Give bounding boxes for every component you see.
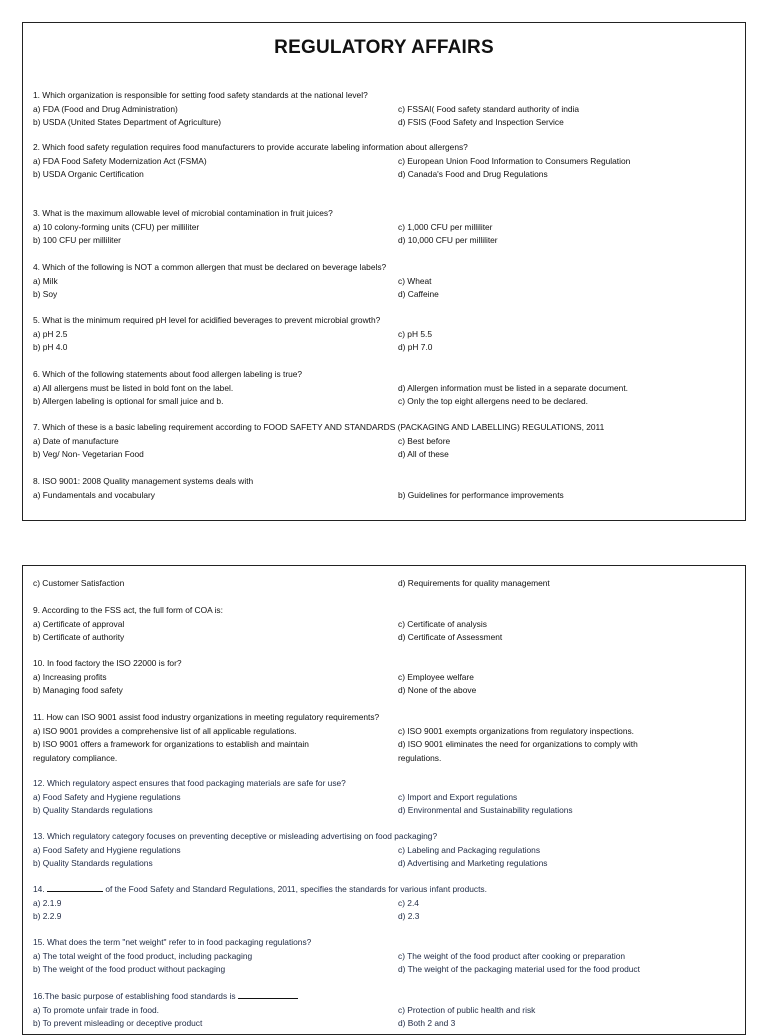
question-text: 12. Which regulatory aspect ensures that food packaging materials are safe for use?: [33, 778, 346, 788]
option-c: c) Customer Satisfaction: [33, 578, 125, 588]
option-d: d) 10,000 CFU per milliliter: [398, 235, 498, 245]
option-b: b) Certificate of authority: [33, 632, 125, 642]
option-d: d) Certificate of Assessment: [398, 632, 503, 642]
option-b: b) USDA (United States Department of Agriculture): [33, 117, 222, 127]
question-1: [33, 89, 737, 130]
question-body: of the Food Safety and Standard Regulations, 2011, specifies the standards for various infant products.: [105, 884, 487, 894]
question-text: [33, 990, 737, 1004]
question-7: [33, 421, 737, 462]
question-9: [33, 604, 737, 645]
option-b: b) Allergen labeling is optional for small juice and b.: [33, 396, 224, 406]
option-b: b) USDA Organic Certification: [33, 169, 144, 179]
option-b: b) To prevent misleading or deceptive product: [33, 1018, 203, 1028]
question-2: [33, 141, 737, 182]
option-a: a) Milk: [33, 275, 58, 286]
option-c: c) Best before: [398, 435, 451, 446]
answer-blank: [47, 890, 103, 892]
option-b: b) Guidelines for performance improvements: [398, 489, 564, 500]
answer-blank: [238, 997, 298, 999]
option-b: b) ISO 9001 offers a framework for organizations to establish and maintain: [33, 739, 309, 749]
option-c: c) Labeling and Packaging regulations: [398, 844, 541, 855]
option-b: b) 100 CFU per milliliter: [33, 235, 121, 245]
option-c: c) Import and Export regulations: [398, 791, 518, 802]
question-16: [33, 990, 737, 1031]
option-a: a) Food Safety and Hygiene regulations: [33, 844, 181, 855]
option-b: b) Soy: [33, 289, 58, 299]
option-b-continued: regulatory compliance.: [33, 752, 118, 763]
option-c: c) Only the top eight allergens need to be declared.: [398, 396, 588, 406]
document-title: REGULATORY AFFAIRS: [274, 37, 494, 58]
option-d: d) The weight of the packaging material used for the food product: [398, 964, 640, 974]
question-10: [33, 657, 737, 698]
option-a: a) Date of manufacture: [33, 435, 119, 446]
option-d: d) Environmental and Sustainability regulations: [398, 805, 573, 815]
question-text: 8. ISO 9001: 2008 Quality management systems deals with: [33, 476, 254, 486]
option-a: a) Food Safety and Hygiene regulations: [33, 791, 181, 802]
option-c: c) Employee welfare: [398, 671, 474, 682]
question-text: 10. In food factory the ISO 22000 is for?: [33, 658, 182, 668]
option-a: a) Certificate of approval: [33, 618, 125, 629]
option-c: c) Certificate of analysis: [398, 618, 487, 629]
option-b: b) pH 4.0: [33, 342, 68, 352]
option-c: c) Wheat: [398, 275, 432, 286]
question-text: 2. Which food safety regulation requires food manufacturers to provide accurate labeling information about allergens?: [33, 142, 468, 152]
option-d-continued: regulations.: [398, 752, 442, 763]
question-text: 3. What is the maximum allowable level of microbial contamination in fruit juices?: [33, 208, 333, 218]
option-d: d) 2.3: [398, 911, 420, 921]
question-text: 5. What is the minimum required pH level for acidified beverages to prevent microbial growth?: [33, 315, 381, 325]
option-c: c) 2.4: [398, 897, 419, 908]
question-11: [33, 711, 737, 765]
question-14: [33, 883, 737, 924]
question-3: [33, 207, 737, 248]
option-c: c) ISO 9001 exempts organizations from regulatory inspections.: [398, 725, 635, 736]
option-a: a) To promote unfair trade in food.: [33, 1004, 160, 1015]
option-d: d) Allergen information must be listed in a separate document.: [398, 382, 628, 393]
option-c: c) pH 5.5: [398, 328, 432, 339]
question-text: 13. Which regulatory category focuses on preventing deceptive or misleading advertising on food packaging?: [33, 831, 438, 841]
document-page-2: [22, 565, 746, 1035]
option-d: d) None of the above: [398, 685, 477, 695]
option-d: d) Both 2 and 3: [398, 1018, 456, 1028]
question-text: 6. Which of the following statements about food allergen labeling is true?: [33, 369, 303, 379]
option-a: a) Increasing profits: [33, 671, 107, 682]
option-a: a) FDA Food Safety Modernization Act (FSMA): [33, 155, 207, 166]
option-b: b) Quality Standards regulations: [33, 805, 153, 815]
question-body: 16.The basic purpose of establishing food standards is: [33, 991, 236, 1001]
option-d: d) Canada's Food and Drug Regulations: [398, 169, 548, 179]
option-a: a) Fundamentals and vocabulary: [33, 489, 155, 500]
question-13: [33, 830, 737, 871]
question-15: [33, 936, 737, 977]
option-a: a) pH 2.5: [33, 328, 68, 339]
question-4: [33, 261, 737, 302]
question-text: 11. How can ISO 9001 assist food industry organizations in meeting regulatory requirements?: [33, 712, 380, 722]
question-text: 7. Which of these is a basic labeling requirement according to FOOD SAFETY AND STANDARDS (PACKAGING AND LABELLING) REGULATIONS, 2011: [33, 422, 605, 432]
question-text: 15. What does the term "net weight" refer to in food packaging regulations?: [33, 937, 312, 947]
option-b: b) Veg/ Non- Vegetarian Food: [33, 449, 144, 459]
question-8: [33, 475, 737, 502]
option-c: c) European Union Food Information to Consumers Regulation: [398, 155, 631, 166]
option-d: d) All of these: [398, 449, 449, 459]
option-a: a) The total weight of the food product, including packaging: [33, 950, 253, 961]
option-d: d) Requirements for quality management: [398, 578, 550, 588]
option-a: a) ISO 9001 provides a comprehensive list of all applicable regulations.: [33, 725, 297, 736]
document-page-1: [22, 22, 746, 521]
option-b: b) Quality Standards regulations: [33, 858, 153, 868]
question-6: [33, 368, 737, 409]
option-d: d) FSIS (Food Safety and Inspection Service: [398, 117, 564, 127]
option-d: d) pH 7.0: [398, 342, 433, 352]
option-c: c) Protection of public health and risk: [398, 1004, 536, 1015]
question-8-continued: [33, 577, 737, 591]
question-text: 4. Which of the following is NOT a common allergen that must be declared on beverage labels?: [33, 262, 387, 272]
option-b: b) Managing food safety: [33, 685, 123, 695]
option-a: a) 2.1.9: [33, 897, 62, 908]
option-b: b) 2.2.9: [33, 911, 62, 921]
question-text: 9. According to the FSS act, the full form of COA is:: [33, 605, 223, 615]
option-c: c) FSSAI( Food safety standard authority of india: [398, 103, 580, 114]
option-a: a) FDA (Food and Drug Administration): [33, 103, 178, 114]
option-a: a) All allergens must be listed in bold font on the label.: [33, 382, 234, 393]
option-d: d) ISO 9001 eliminates the need for organizations to comply with: [398, 739, 638, 749]
option-a: a) 10 colony-forming units (CFU) per milliliter: [33, 221, 200, 232]
option-d: d) Advertising and Marketing regulations: [398, 858, 548, 868]
option-c: c) The weight of the food product after cooking or preparation: [398, 950, 626, 961]
question-12: [33, 777, 737, 818]
question-number: 14.: [33, 884, 45, 894]
option-d: d) Caffeine: [398, 289, 439, 299]
option-b: b) The weight of the food product without packaging: [33, 964, 226, 974]
option-c: c) 1,000 CFU per milliliter: [398, 221, 493, 232]
question-text: 1. Which organization is responsible for setting food safety standards at the national level?: [33, 90, 368, 100]
question-text: [33, 883, 737, 897]
question-5: [33, 314, 737, 355]
